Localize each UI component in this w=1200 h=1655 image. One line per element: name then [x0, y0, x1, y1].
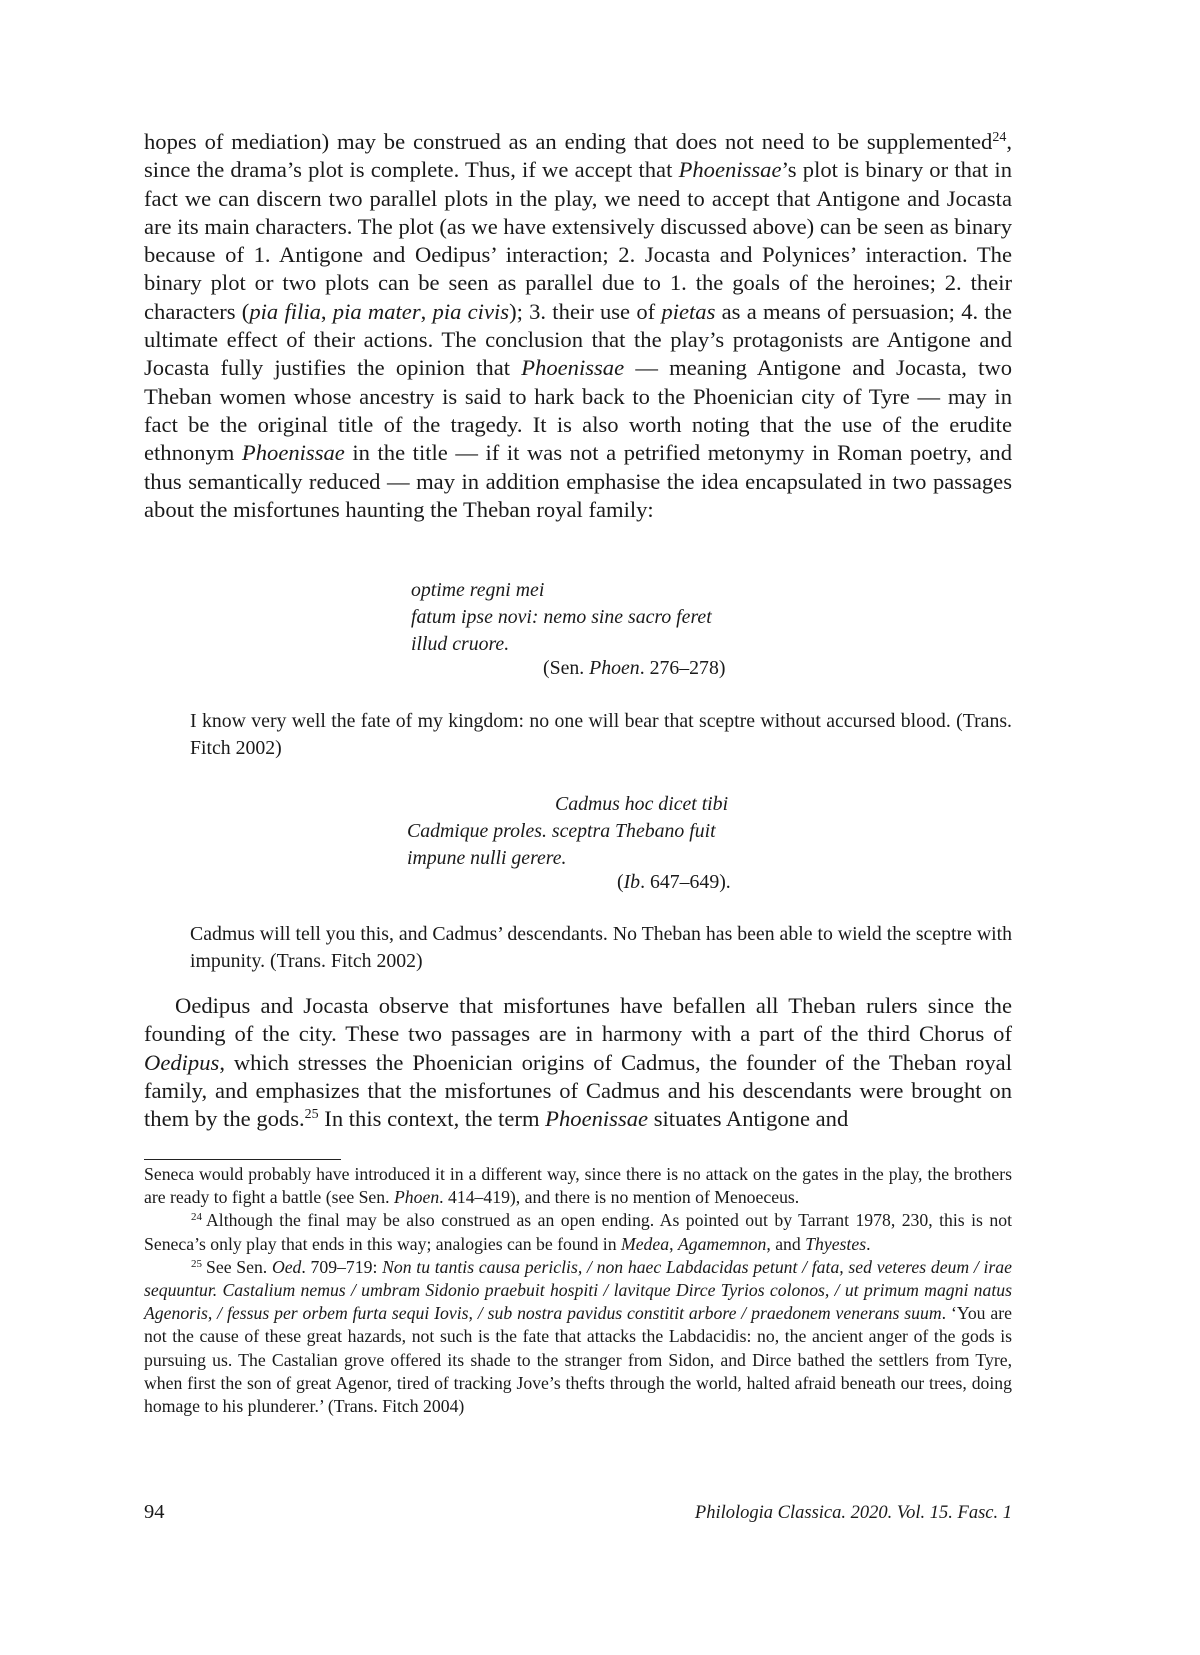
text-run: Although the final may be also construed as an open ending. As pointed out by Tarrant 1978, 230, this is not Seneca’s only play that ends in this way; analogies can be found in — [144, 1210, 1012, 1254]
text-run: hopes of mediation) may be construed as an ending that does not need to be supplemented — [144, 129, 993, 154]
title-italic: Medea — [620, 1233, 670, 1254]
main-text-block — [144, 128, 1012, 524]
text-run: . ‘You are not the cause of these great hazards, not such is the fate that attacks the Labdacidis: no, the ancient anger of the gods is pursuing us. The Castalian grove offered its shade to the stranger from Sidon, and Dirce bathed the settlers from Tyre, when first the son of great Agenor, tired of tracking Jove’s thefts through the world, halted afraid beneath our trees, doing homage to his plunderer.’ (Trans. Fitch 2004) — [144, 1303, 1012, 1417]
latin-quote-1 — [411, 577, 712, 659]
text-run: See Sen. — [206, 1256, 272, 1277]
paragraph-1 — [144, 128, 1012, 524]
footnote-24 — [144, 1209, 1012, 1255]
text-run: . 709–719: — [301, 1256, 383, 1277]
verse-line: impune nulli gerere. — [407, 847, 567, 870]
text-run: , which stresses the Phoenician origins of Cadmus, the founder of the Theban royal family, and emphasizes that the misfortunes of Cadmus and his descendants were brought on them by the gods. — [144, 1049, 1012, 1132]
text-run: in the title — if it was not a petrified metonymy in Roman poetry, and thus semantically reduced — may in addition emphasise the idea encapsulated in two passages about the misfortunes haunting the Theban royal family: — [144, 440, 1012, 522]
text-run: Seneca would probably have introduced it in a different way, since there is no attack on the gates in the play, the brothers are ready to fight a battle (see Sen. — [144, 1164, 1012, 1208]
text-run: In this context, the term — [318, 1106, 546, 1132]
title-italic: Agamemnon — [677, 1233, 767, 1254]
translation-2: Cadmus will tell you this, and Cadmus’ descendants. No Theban has been able to wield the sceptre with impunity. (Trans. Fitch 2002) — [190, 923, 1012, 972]
footnote-ref-24[interactable]: 24 — [992, 129, 1007, 145]
citation-work: Ib — [623, 871, 641, 893]
verse-line: illud cruore. — [411, 633, 510, 656]
footnote-number: 25 — [191, 1257, 202, 1270]
running-footer-title: Philologia Classica. 2020. Vol. 15. Fasc. 1 — [694, 1503, 1012, 1523]
text-run: Oedipus and Jocasta observe that misfortunes have befallen all Theban rulers since the founding of the city. These two passages are in harmony with a part of the third Chorus of — [144, 993, 1012, 1047]
text-run: , — [420, 298, 433, 324]
footnote-continuation — [144, 1163, 1012, 1209]
quote-1-citation — [543, 657, 725, 680]
text-run: situates Antigone and — [648, 1106, 849, 1132]
footnotes-block — [144, 1163, 1012, 1418]
latin-quotation: Non tu tantis causa periclis, / non haec Labdacidas petunt / fata, sed veteres deum / irae sequuntur. Castalium nemus / umbram Sidonio praebuit hospiti / lavitque Dirce Tyrios colonos, / ut primum magni natus Agenoris, / fessus per orbem furta sequi Iovis, / sub nostra pavidus constitit arbore / praedonem venerans suum — [144, 1256, 1013, 1324]
latin-term: pietas — [661, 298, 716, 324]
title-italic: Oedipus — [144, 1049, 220, 1075]
title-italic: Phoenissae — [241, 440, 345, 466]
title-italic: Phoenissae — [678, 157, 782, 183]
text-run: , — [320, 298, 333, 324]
latin-term: pia civis — [432, 298, 510, 324]
text-run: . — [866, 1233, 871, 1254]
latin-term: pia filia — [249, 298, 321, 324]
text-run: — meaning Antigone and Jocasta, two Theban women whose ancestry is said to hark back to the Phoenician city of Tyre — may in fact be the original title of the tragedy. It is also worth noting that the use of the erudite ethnonym — [144, 355, 1013, 466]
title-italic: Thyestes — [805, 1233, 867, 1254]
footnote-number: 24 — [191, 1211, 202, 1224]
citation-text: ( — [617, 871, 624, 893]
footnote-separator — [144, 1159, 341, 1160]
citation-work: Oed — [271, 1256, 302, 1277]
text-run: as a means of persuasion; 4. the ultimate effect of their actions. The conclusion that the play’s protagonists are Antigone and Jocasta fully justifies the opinion that — [144, 298, 1012, 381]
citation-text: (Sen. — [543, 657, 590, 679]
quote-2-citation — [617, 871, 731, 894]
footnote-25 — [144, 1256, 1012, 1418]
text-run: ); 3. their use of — [509, 298, 662, 324]
latin-quote-2 — [407, 791, 728, 873]
latin-term: pia mater — [332, 298, 421, 324]
verse-line: fatum ipse novi: nemo sine sacro feret — [411, 606, 712, 629]
footnote-ref-25[interactable]: 25 — [304, 1107, 319, 1123]
paragraph-2 — [144, 992, 1012, 1133]
citation-text: . 276–278) — [639, 657, 726, 679]
verse-line: Cadmique proles. sceptra Thebano fuit — [407, 820, 716, 843]
text-run: , since the drama’s plot is complete. Thus, if we accept that — [144, 129, 1012, 183]
title-italic: Phoenissae — [545, 1106, 649, 1132]
text-run: . 414–419), and there is no mention of Menoeceus. — [439, 1187, 800, 1208]
verse-line: optime regni mei — [411, 579, 545, 601]
page-number: 94 — [144, 1501, 165, 1523]
text-run: , and — [766, 1233, 806, 1254]
text-run: ’s plot is binary or that in fact we can discern two parallel plots in the play, we need to accept that Antigone and Jocasta are its main characters. The plot (as we have extensively discussed above) can be seen as binary because of 1. Antigone and Oedipus’ interaction; 2. Jocasta and Polynices’ interaction. The binary plot or two plots can be seen as parallel due to 1. the goals of the heroines; 2. their characters ( — [144, 157, 1012, 324]
translation-1: I know very well the fate of my kingdom: no one will bear that sceptre without accursed blood. (Trans. Fitch 2002) — [190, 710, 1012, 759]
citation-work: Phoen — [393, 1187, 440, 1208]
citation-text: . 647–649). — [640, 871, 731, 893]
verse-line: Cadmus hoc dicet tibi — [555, 793, 729, 815]
citation-work: Phoen — [589, 657, 640, 679]
paragraph-2-block — [144, 992, 1012, 1133]
title-italic: Phoenissae — [521, 355, 625, 381]
text-run: , — [669, 1233, 678, 1254]
